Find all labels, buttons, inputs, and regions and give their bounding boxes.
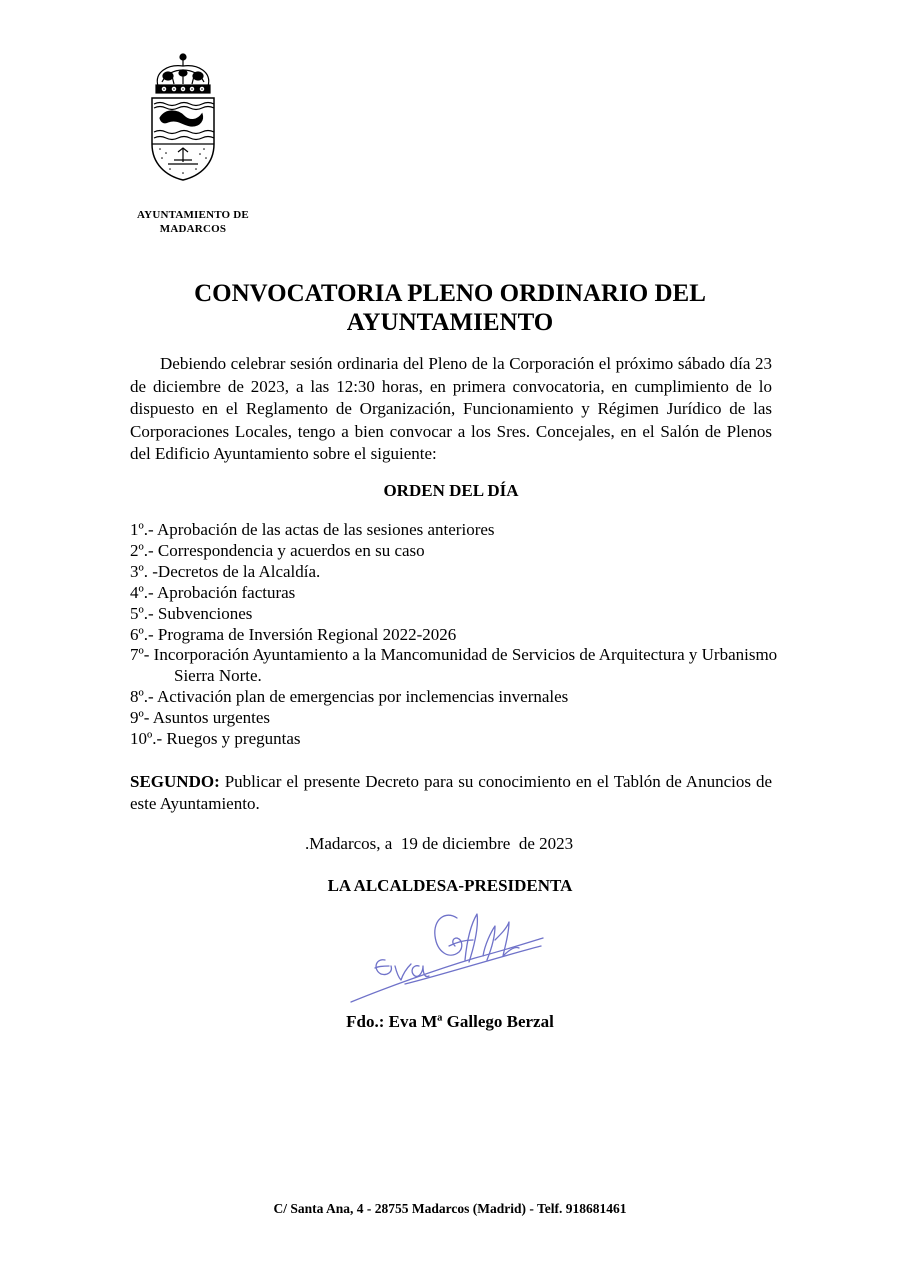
agenda-item: 2º.- Correspondencia y acuerdos en su caso bbox=[130, 540, 425, 560]
agenda-item: 6º.- Programa de Inversión Regional 2022-2026 bbox=[130, 624, 457, 644]
document-title-line-2: AYUNTAMIENTO bbox=[346, 309, 554, 336]
document-title-line-1: CONVOCATORIA PLENO ORDINARIO DEL bbox=[194, 280, 706, 307]
signer-name: Fdo.: Eva Mª Gallego Berzal bbox=[346, 1012, 554, 1031]
agenda-list bbox=[130, 520, 780, 750]
agenda-item: 10º.- Ruegos y preguntas bbox=[130, 729, 301, 749]
agenda-item: 1º.- Aprobación de las actas de las sesiones anteriores bbox=[130, 520, 495, 539]
document-title bbox=[130, 279, 770, 337]
segundo-paragraph bbox=[130, 771, 772, 814]
agenda-item: 3º. -Decretos de la Alcaldía. bbox=[130, 561, 321, 581]
agenda-item: 4º.- Aprobación facturas bbox=[130, 582, 296, 602]
footer-address: C/ Santa Ana, 4 - 28755 Madarcos (Madrid) - Telf. 918681461 bbox=[273, 1201, 627, 1216]
municipality-name-line-1: AYUNTAMIENTO DE bbox=[137, 209, 249, 221]
agenda-item: 8º.- Activación plan de emergencias por inclemencias invernales bbox=[130, 687, 569, 707]
segundo-label: SEGUNDO: bbox=[130, 772, 220, 791]
agenda-item: 7º- Incorporación Ayuntamiento a la Mancomunidad de Servicios de Arquitectura y Urbanismo Sierra Norte. bbox=[130, 645, 778, 686]
municipality-name bbox=[118, 208, 268, 236]
segundo-text: Publicar el presente Decreto para su conocimiento en el Tablón de Anuncios de este Ayuntamiento. bbox=[130, 772, 772, 813]
municipality-name-line-2: MADARCOS bbox=[159, 223, 227, 235]
coat-of-arms-logo bbox=[144, 52, 222, 182]
place-and-date: .Madarcos, a 19 de diciembre de 2023 bbox=[305, 834, 574, 853]
signer-role: LA ALCALDESA-PRESIDENTA bbox=[327, 876, 573, 895]
intro-paragraph: Debiendo celebrar sesión ordinaria del Pleno de la Corporación el próximo sábado día 23 de diciembre de 2023, a las 12:30 horas, en primera convocatoria, en cumplimiento de lo dispuesto en el Reglamento de Organización, Funcionamiento y Régimen Jurídico de las Corporaciones Locales, tengo a bien convocar a los Sres. Concejales, en el Salón de Plenos del Edificio Ayuntamiento sobre el siguiente: bbox=[130, 354, 772, 463]
agenda-item: 5º.- Subvenciones bbox=[130, 603, 253, 623]
agenda-heading: ORDEN DEL DÍA bbox=[383, 481, 519, 500]
handwritten-signature bbox=[345, 900, 550, 1010]
agenda-item: 9º- Asuntos urgentes bbox=[130, 708, 271, 728]
